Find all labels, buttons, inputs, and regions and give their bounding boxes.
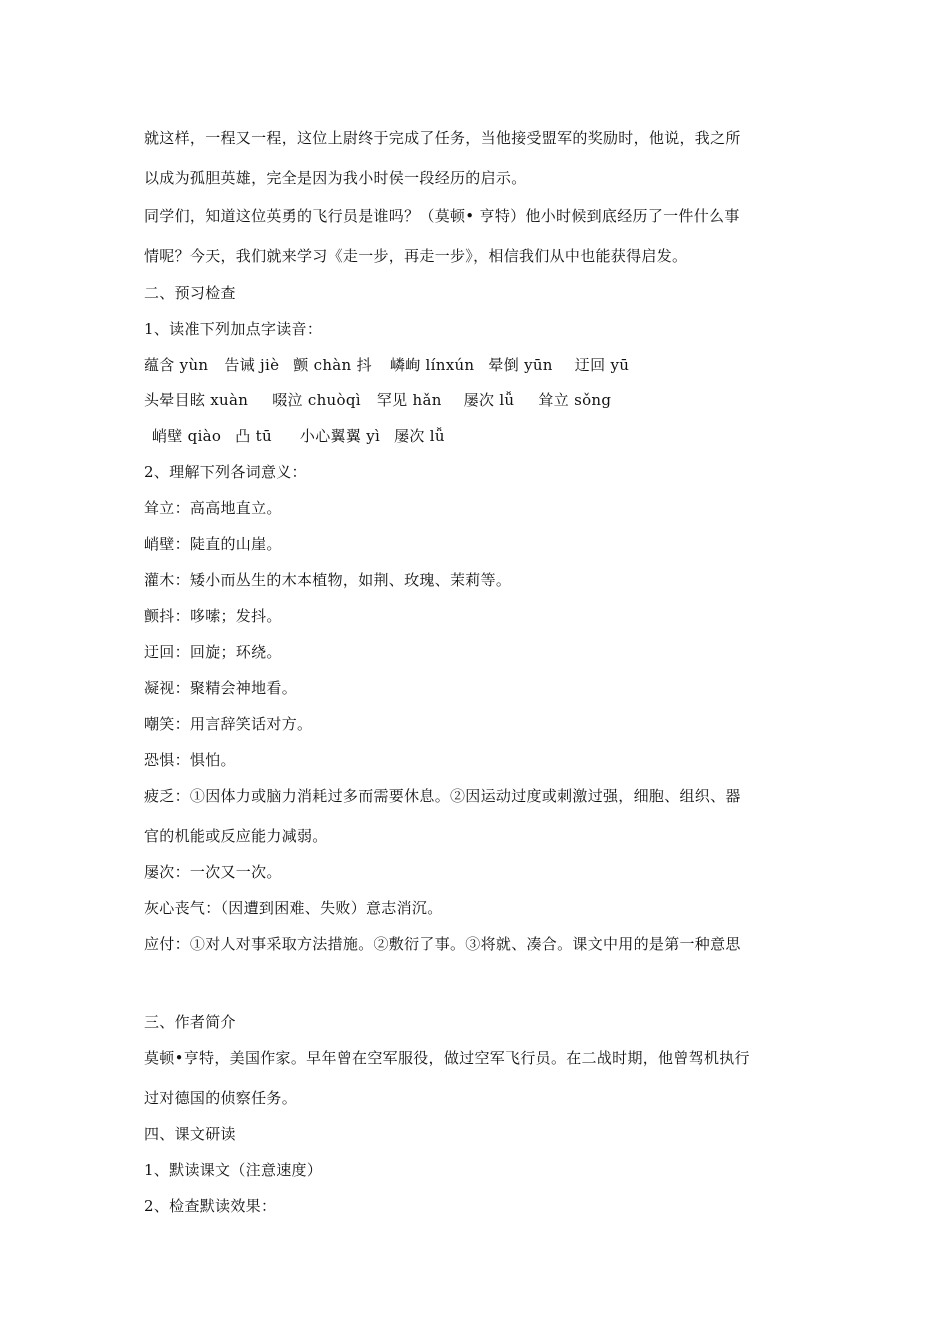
definition-line: 应付：①对人对事采取方法措施。②敷衍了事。③将就、凑合。课文中用的是第一种意思	[144, 935, 741, 953]
pronunciation-item: 嶙峋 línxún	[389, 356, 475, 374]
pronunciation-item: 凸 tū	[235, 427, 272, 445]
pronunciation-item: 告诫 jiè	[224, 356, 280, 374]
pronunciation-row-1	[144, 355, 629, 375]
pronunciation-row-2	[144, 390, 611, 410]
author-bio-line-2: 过对德国的侦察任务。	[144, 1089, 298, 1107]
pronunciation-item: 蕴含 yùn	[144, 356, 209, 374]
author-bio-line-1: 莫顿•亨特，美国作家。早年曾在空军服役，做过空军飞行员。在二战时期，他曾驾机执行	[144, 1049, 750, 1067]
pronunciation-item: 啜泣 chuòqì	[272, 391, 361, 409]
definition-line: 耸立：高高地直立。	[144, 499, 282, 517]
intro-paragraph-line-2: 以成为孤胆英雄，完全是因为我小时侯一段经历的启示。	[144, 169, 527, 187]
definition-line: 灰心丧气：（因遭到困难、失败）意志消沉。	[144, 899, 443, 917]
intro-paragraph-line-1: 就这样，一程又一程，这位上尉终于完成了任务，当他接受盟军的奖励时，他说，我之所	[144, 129, 741, 147]
pronunciation-item: 颤 chàn 抖	[293, 356, 372, 374]
subheading-word-meaning: 2、理解下列各词意义：	[144, 463, 307, 481]
pronunciation-item: 晕倒 yūn	[488, 356, 553, 374]
pronunciation-item: 耸立 sǒng	[538, 391, 612, 409]
pronunciation-item: 屡次 lǚ	[394, 427, 445, 445]
definition-line: 颤抖：哆嗦；发抖。	[144, 607, 282, 625]
section-heading-study: 四、课文研读	[144, 1125, 236, 1143]
pronunciation-item: 屡次 lǚ	[463, 391, 515, 409]
pronunciation-item: 峭壁 qiào	[152, 427, 222, 445]
pronunciation-item: 小心翼翼 yì	[299, 427, 381, 445]
pronunciation-item: 罕见 hǎn	[376, 391, 442, 409]
pronunciation-item: 头晕目眩 xuàn	[144, 391, 249, 409]
definition-line: 迂回：回旋；环绕。	[144, 643, 282, 661]
intro-question-line-2: 情呢？今天，我们就来学习《走一步，再走一步》，相信我们从中也能获得启发。	[144, 247, 688, 265]
study-step: 1、默读课文（注意速度）	[144, 1161, 323, 1179]
subheading-pronunciation: 1、读准下列加点字读音：	[144, 320, 323, 338]
pronunciation-row-3	[152, 426, 445, 446]
study-step: 2、检查默读效果：	[144, 1197, 277, 1215]
definition-line: 峭壁：陡直的山崖。	[144, 535, 282, 553]
definition-line: 凝视：聚精会神地看。	[144, 679, 298, 697]
section-heading-preview: 二、预习检查	[144, 284, 236, 302]
definition-line: 恐惧：惧怕。	[144, 751, 236, 769]
intro-question-line-1: 同学们，知道这位英勇的飞行员是谁吗？（莫顿• 亨特）他小时候到底经历了一件什么事	[144, 207, 740, 225]
definition-line: 灌木：矮小而丛生的木本植物，如荆、玫瑰、茉莉等。	[144, 571, 512, 589]
definition-line: 官的机能或反应能力减弱。	[144, 827, 328, 845]
section-heading-author: 三、作者简介	[144, 1013, 236, 1031]
pronunciation-item: 迂回 yū	[574, 356, 630, 374]
definition-line: 疲乏：①因体力或脑力消耗过多而需要休息。②因运动过度或刺激过强，细胞、组织、器	[144, 787, 741, 805]
definition-line: 屡次：一次又一次。	[144, 863, 282, 881]
definition-line: 嘲笑：用言辞笑话对方。	[144, 715, 313, 733]
